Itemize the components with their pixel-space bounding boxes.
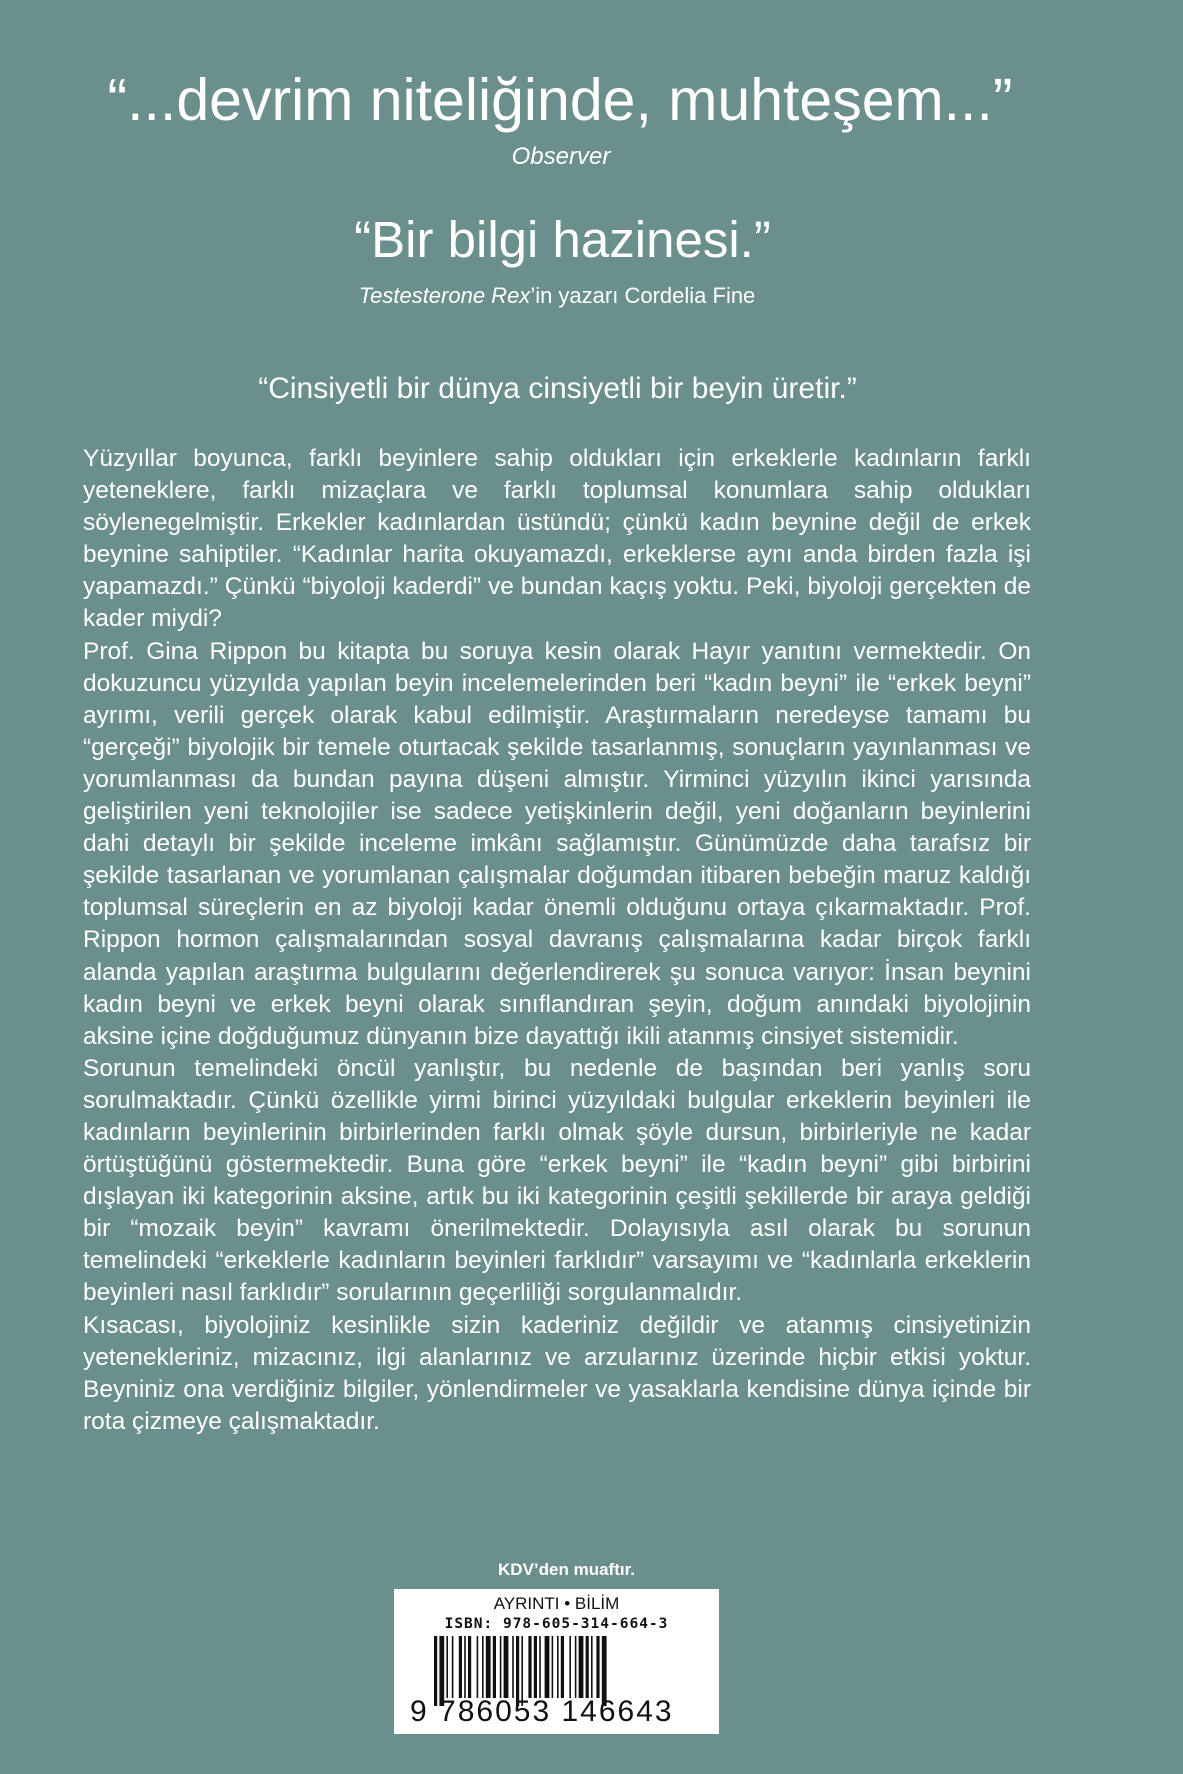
blurb-paragraph: Kısacası, biyolojiniz kesinlikle sizin kaderiniz değildir ve atanmış cinsiyetinizin yetenekleriniz, mizacınız, ilgi alanlarınız ve arzularınız üzerinde hiçbir etkisi yoktur. Beyniniz ona verdiğiniz bilgiler, yönlendirmeler ve yasaklarla kendisine dünya içinde bir rota çizmeye çalışmaktadır. [83,1311,1031,1435]
barcode-bar [561,1636,564,1698]
barcode-box [394,1589,719,1734]
review-source-observer: Observer [511,143,611,170]
review-quote-observer: “...devrim niteliğinde, muhteşem...” [107,67,1013,133]
barcode-bar [534,1636,537,1698]
tagline: “Cinsiyetli bir dünya cinsiyetli bir beyin üretir.” [258,372,857,405]
tax-exempt-note: KDV’den muaftır. [498,1560,635,1579]
barcode-bar [569,1636,571,1698]
series-label: AYRINTI • BİLİM [493,1594,620,1613]
barcode-bar [575,1636,577,1698]
barcode-digits: 9 786053 146643 [410,1695,674,1728]
barcode-bar [528,1636,531,1698]
barcode-bar [512,1636,514,1698]
review-source-fine [0,280,1114,312]
barcode-bar [477,1636,479,1698]
barcode-bar [459,1636,462,1698]
barcode-bar [596,1636,599,1698]
barcode-bar [579,1636,584,1698]
barcode-bar [468,1636,471,1698]
review-source-book-title: Testesterone Rex [358,283,531,308]
barcode-bar [591,1636,593,1698]
review-quote-fine: “Bir bilgi hazinesi.” [354,211,771,268]
barcode-bar [545,1636,550,1698]
barcode-bar [552,1636,554,1698]
barcode-bar [482,1636,484,1698]
barcode-bar [452,1636,454,1698]
blurb-body [83,443,1031,1438]
barcode-bar [539,1636,541,1698]
blurb-paragraph: Yüzyıllar boyunca, farklı beyinlere sahip oldukları için erkeklerle kadınların farklı yeteneklere, farklı mizaçlara ve farklı toplumsal konumlara sahip oldukları söylenegelmiştir. Erkekler kadınlardan üstündü; çünkü kadın beynine değil de erkek beynine sahiptiler. “Kadınlar harita okuyamazdı, erkeklerse aynı anda birden fazla işi yapamazdı.” Çünkü “biyoloji kaderdi” ve bundan kaçış yoktu. Peki, biyoloji gerçekten de kader miydi? [83,445,1031,633]
barcode-bar [464,1636,466,1698]
isbn-label: ISBN: 978-605-314-664-3 [444,1616,669,1632]
blurb-paragraph: Prof. Gina Rippon bu kitapta bu soruya kesin olarak Hayır yanıtını vermektedir. On dokuzuncu yüzyılda yapılan beyin incelemelerinden beri “kadın beyni” ile “erkek beyni” ayrımı, verili gerçek olarak kabul edilmiştir. Araştırmaların neredeyse tamamı bu “gerçeği” biyolojik bir temele oturtacak şekilde tasarlanmış, sonuçların yayınlanması ve yorumlanması da bundan payına düşeni almıştır. Yirminci yüzyılın ikinci yarısında geliştirilen yeni teknolojiler ise sadece yetişkinlerin değil, yeni doğanların beyinlerini dahi detaylı bir şekilde inceleme imkânı sağlamıştır. Günümüzde daha tarafsız bir şekilde tasarlanan ve yorumlanan çalışmalar doğumdan itibaren bebeğin maruz kaldığı toplumsal süreçlerin en az biyoloji kadar önemli olduğunu ortaya çıkarmaktadır. Prof. Rippon hormon çalışmalarından sosyal davranış çalışmalarına kadar birçok farklı alanda yapılan araştırma bulgularını değerlendirerek şu sonuca varıyor: İnsan beynini kadın beyni ve erkek beyni olarak sınıflandıran şeyin, doğum anındaki biyolojinin aksine içine doğduğumuz dünyanın bize dayattığı ikili atanmış cinsiyet sistemidir. [83,637,1031,1050]
review-source-author: ’in yazarı Cordelia Fine [530,283,756,308]
barcode-bar [493,1636,496,1698]
barcode-bar [557,1636,559,1698]
barcode-bar [500,1636,502,1698]
barcode-bar [446,1636,448,1698]
blurb-paragraph: Sorunun temelindeki öncül yanlıştır, bu nedenle de başından beri yanlış soru sorulmaktadır. Çünkü özellikle yirmi birinci yüzyıldaki bulgular erkeklerin beyinleri ile kadınların beyinlerinin birbirlerinden farklı olmak şöyle dursun, birbirleriyle ne kadar örtüştüğünü göstermektedir. Buna göre “erkek beyni” ile “kadın beyni” gibi birbirini dışlayan iki kategorinin aksine, artık bu iki kategorinin çeşitli şekillerde bir araya geldiği bir “mozaik beyin” kavramı önerilmektedir. Dolayısıyla asıl olarak bu sorunun temelindeki “erkeklerle kadınların beyinleri farklıdır” varsayımı ve “kadınlarla erkeklerin beyinleri nasıl farklıdır” sorularının geçerliliği sorgulanmalıdır. [83,1054,1031,1307]
barcode-bar [486,1636,491,1698]
barcode-bar [504,1636,509,1698]
barcode-bar [586,1636,589,1698]
